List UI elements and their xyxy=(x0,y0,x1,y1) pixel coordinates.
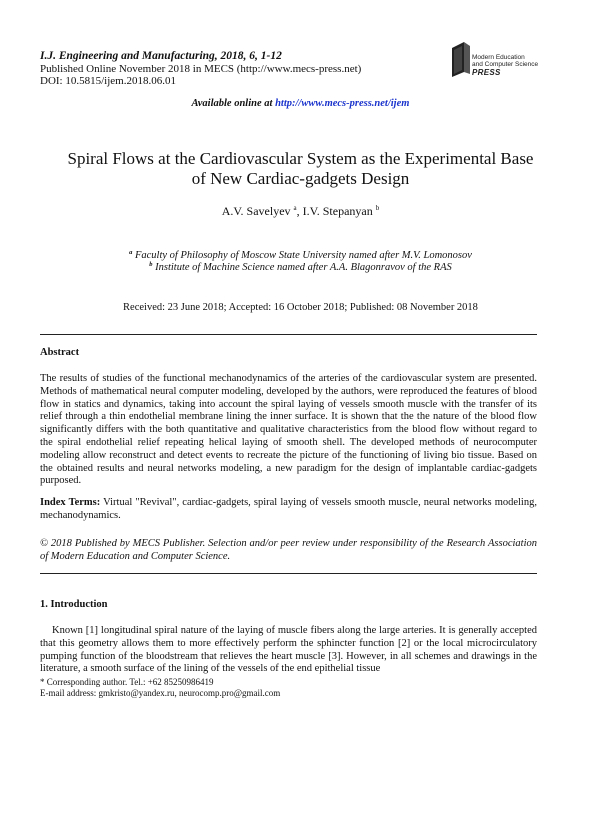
email-address: E-mail address: gmkristo@yandex.ru, neurocomp.pro@gmail.com xyxy=(40,688,281,698)
journal-link[interactable]: http://www.mecs-press.net/ijem xyxy=(275,98,410,109)
abstract-text: The results of studies of the functional mechanodynamics of the arteries of the cardiovascular system are presented. Methods of mathematical neural computer modeling, developed by the authors, were reproduced the features of blood flow in statics and dynamics, taking into account the spiral laying of vessels smooth muscle with the transfer of its relief through a thin endothelial membrane lining the inner surface. It is shown that the the nature of the blood flow significantly differs with the both quantitative and qualitative characteristics from the blood flow without regard to the spiral endothelial relief repeating helical laying of smooth shell. The developed methods of neurocomputer modeling allow reconstruct and detect events to recreate the picture of the functioning of living bio tissue. Based on the obtained results and neural networks modeling, a new paradigm for the design of implantable cardiac-gadgets purposed. xyxy=(40,373,537,487)
paper-title: Spiral Flows at the Cardiovascular System as the Experimental Base of New Cardiac-gadgets Design xyxy=(67,149,534,188)
book-icon xyxy=(450,40,472,78)
affiliation-a: $^a$ Faculty of Philosophy of Moscow State University named after M.V. Lomonosov xyxy=(129,249,472,261)
divider xyxy=(40,573,537,574)
index-terms: Index Terms: Virtual "Revival", cardiac-gadgets, spiral laying of vessels smooth muscle, neural networks modeling, mechanodynamics. xyxy=(40,497,537,521)
publication-info: Published Online November 2018 in MECS (http://www.mecs-press.net) xyxy=(40,63,362,75)
authors: A.V. Savelyev $^a$, I.V. Stepanyan $^b$ xyxy=(221,204,380,218)
logo-text: Modern Education and Computer Science xyxy=(472,54,539,68)
journal-citation: I.J. Engineering and Manufacturing, 2018, 6, 1-12 xyxy=(40,50,282,62)
doi: DOI: 10.5815/ijem.2018.06.01 xyxy=(40,75,176,87)
copyright-notice: © 2018 Published by MECS Publisher. Selection and/or peer review under responsibility of the Research Association of Modern Education and Computer Science. xyxy=(40,538,537,562)
publisher-logo xyxy=(450,38,560,84)
introduction-text: Known [1] longitudinal spiral nature of the laying of muscle fibers along the large arteries. It is generally accepted that this geometry allows them to more effectively perform the sphincter function [2] or the local microcirculatory pumping function of the bloodstream that relieves the heart muscle [3]. However, in all schemes and drawings in the literature, a smooth surface of the lining of the vessels of the end epithelial tissue xyxy=(40,625,537,675)
logo-press: PRESS xyxy=(472,68,501,77)
introduction-heading: 1. Introduction xyxy=(40,599,108,610)
corresponding-author: * Corresponding author. Tel.: +62 85250986419 xyxy=(40,677,214,687)
available-online: Available online at http://www.mecs-press.net/ijem xyxy=(191,98,410,109)
article-dates: Received: 23 June 2018; Accepted: 16 October 2018; Published: 08 November 2018 xyxy=(123,302,478,313)
abstract-heading: Abstract xyxy=(40,347,80,358)
affiliation-b: $^b$ Institute of Machine Science named after A.A. Blagonravov of the RAS xyxy=(149,261,452,273)
divider xyxy=(40,334,537,335)
